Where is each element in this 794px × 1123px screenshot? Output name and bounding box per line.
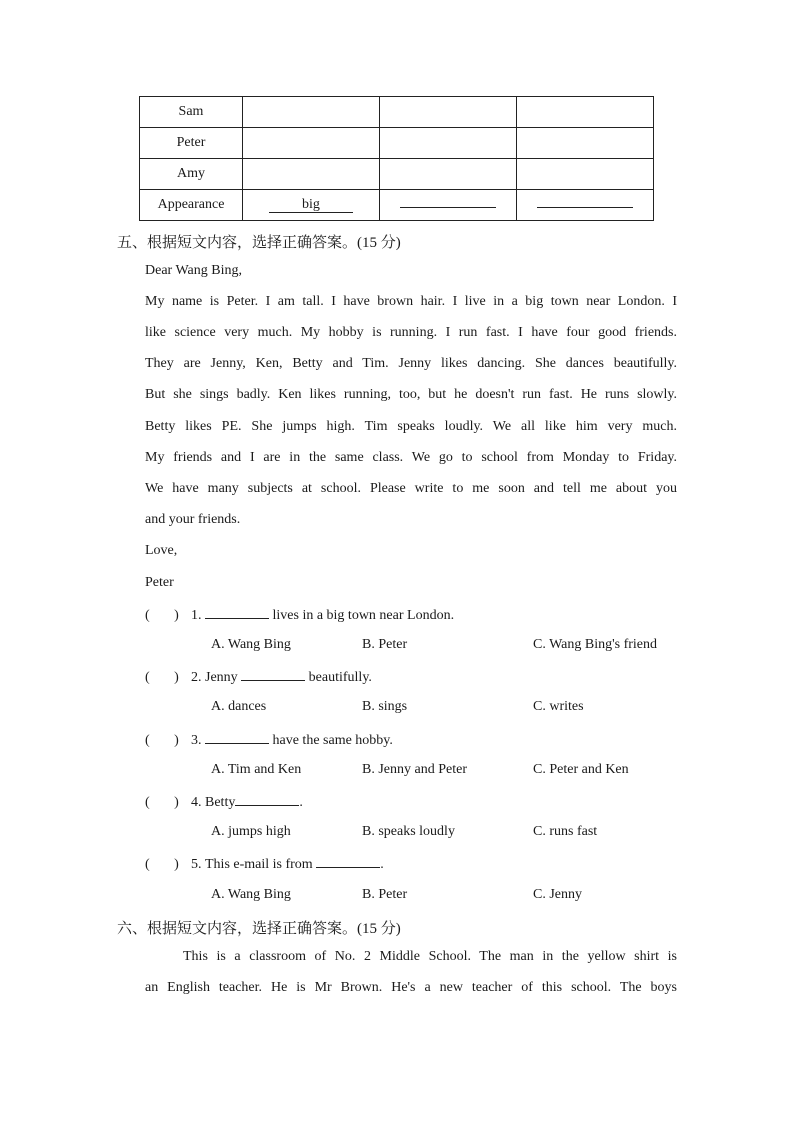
answer-cell[interactable] xyxy=(243,97,380,128)
row-label: Peter xyxy=(140,128,243,159)
option-c[interactable]: C. Wang Bing's friend xyxy=(533,637,658,652)
question-4 xyxy=(145,793,303,811)
question-text: . xyxy=(380,857,384,872)
answer-blank[interactable] xyxy=(400,207,496,208)
letter-signature: Peter xyxy=(145,575,174,590)
fill-blank[interactable] xyxy=(205,606,269,619)
option-a[interactable]: A. dances xyxy=(211,699,267,714)
option-c[interactable]: C. Peter and Ken xyxy=(533,762,629,777)
question-3 xyxy=(145,731,393,749)
section-6-heading: 六、根据短文内容，选择正确答案。(15 分) xyxy=(117,921,401,937)
letter-line: They are Jenny, Ken, Betty and Tim. Jenny likes dancing. She dances beautifully. xyxy=(145,356,677,371)
question-number: 2. xyxy=(191,670,202,685)
answer-paren[interactable]: ( ) xyxy=(145,733,179,748)
option-a[interactable]: A. Wang Bing xyxy=(211,887,291,902)
answer-cell[interactable] xyxy=(380,159,517,190)
letter-line: But she sings badly. Ken likes running, too, but he doesn't run fast. He runs slowly. xyxy=(145,387,677,402)
answer-blank[interactable]: big xyxy=(269,197,353,213)
answer-cell[interactable] xyxy=(517,97,654,128)
question-number: 4. xyxy=(191,795,202,810)
section-5-heading: 五、根据短文内容，选择正确答案。(15 分) xyxy=(117,235,401,251)
option-a[interactable]: A. Wang Bing xyxy=(211,637,291,652)
option-c[interactable]: C. runs fast xyxy=(533,824,598,839)
row-label: Amy xyxy=(140,159,243,190)
fill-blank[interactable] xyxy=(316,855,380,868)
question-5 xyxy=(145,855,384,873)
answer-cell[interactable] xyxy=(517,159,654,190)
option-c[interactable]: C. writes xyxy=(533,699,584,714)
fill-blank[interactable] xyxy=(205,731,269,744)
question-text: beautifully. xyxy=(305,670,372,685)
option-a[interactable]: A. jumps high xyxy=(211,824,291,839)
question-text: Betty xyxy=(205,795,236,810)
option-a[interactable]: A. Tim and Ken xyxy=(211,762,302,777)
answer-paren[interactable]: ( ) xyxy=(145,670,179,685)
answer-cell[interactable] xyxy=(517,128,654,159)
answer-paren[interactable]: ( ) xyxy=(145,795,179,810)
answer-cell[interactable] xyxy=(243,190,380,221)
question-text: Jenny xyxy=(205,670,242,685)
letter-line: My name is Peter. I am tall. I have brown hair. I live in a big town near London. I xyxy=(145,294,677,309)
letter-line: Betty likes PE. She jumps high. Tim speaks loudly. We all like him very much. xyxy=(145,419,677,434)
option-b[interactable]: B. Jenny and Peter xyxy=(362,762,467,777)
option-c[interactable]: C. Jenny xyxy=(533,887,582,902)
table-row xyxy=(140,159,654,190)
appearance-table xyxy=(139,96,654,221)
answer-cell[interactable] xyxy=(243,159,380,190)
fill-blank[interactable] xyxy=(235,793,299,806)
question-number: 5. xyxy=(191,857,202,872)
table-row xyxy=(140,190,654,221)
answer-paren[interactable]: ( ) xyxy=(145,857,179,872)
question-text: have the same hobby. xyxy=(269,733,393,748)
option-b[interactable]: B. Peter xyxy=(362,887,408,902)
question-text: This e-mail is from xyxy=(205,857,317,872)
row-label: Appearance xyxy=(140,190,243,221)
question-text: lives in a big town near London. xyxy=(269,608,455,623)
letter-greeting: Dear Wang Bing, xyxy=(145,263,242,278)
answer-cell[interactable] xyxy=(517,190,654,221)
answer-paren[interactable]: ( ) xyxy=(145,608,179,623)
letter-line: like science very much. My hobby is running. I run fast. I have four good friends. xyxy=(145,325,677,340)
answer-blank[interactable] xyxy=(537,207,633,208)
row-label: Sam xyxy=(140,97,243,128)
passage-line: This is a classroom of No. 2 Middle School. The man in the yellow shirt is xyxy=(183,949,677,964)
option-b[interactable]: B. sings xyxy=(362,699,408,714)
option-b[interactable]: B. Peter xyxy=(362,637,408,652)
option-b[interactable]: B. speaks loudly xyxy=(362,824,455,839)
question-1 xyxy=(145,606,454,624)
answer-cell[interactable] xyxy=(380,97,517,128)
question-number: 3. xyxy=(191,733,202,748)
letter-line: and your friends. xyxy=(145,512,241,527)
letter-line: We have many subjects at school. Please write to me soon and tell me about you xyxy=(145,481,677,496)
question-text: . xyxy=(299,795,303,810)
letter-closing: Love, xyxy=(145,543,178,558)
answer-cell[interactable] xyxy=(380,128,517,159)
question-2 xyxy=(145,668,372,686)
answer-cell[interactable] xyxy=(243,128,380,159)
fill-blank[interactable] xyxy=(241,668,305,681)
answer-cell[interactable] xyxy=(380,190,517,221)
passage-line: an English teacher. He is Mr Brown. He's a new teacher of this school. The boys xyxy=(145,980,677,995)
table-row xyxy=(140,97,654,128)
question-number: 1. xyxy=(191,608,202,623)
letter-line: My friends and I are in the same class. We go to school from Monday to Friday. xyxy=(145,450,677,465)
table-row xyxy=(140,128,654,159)
